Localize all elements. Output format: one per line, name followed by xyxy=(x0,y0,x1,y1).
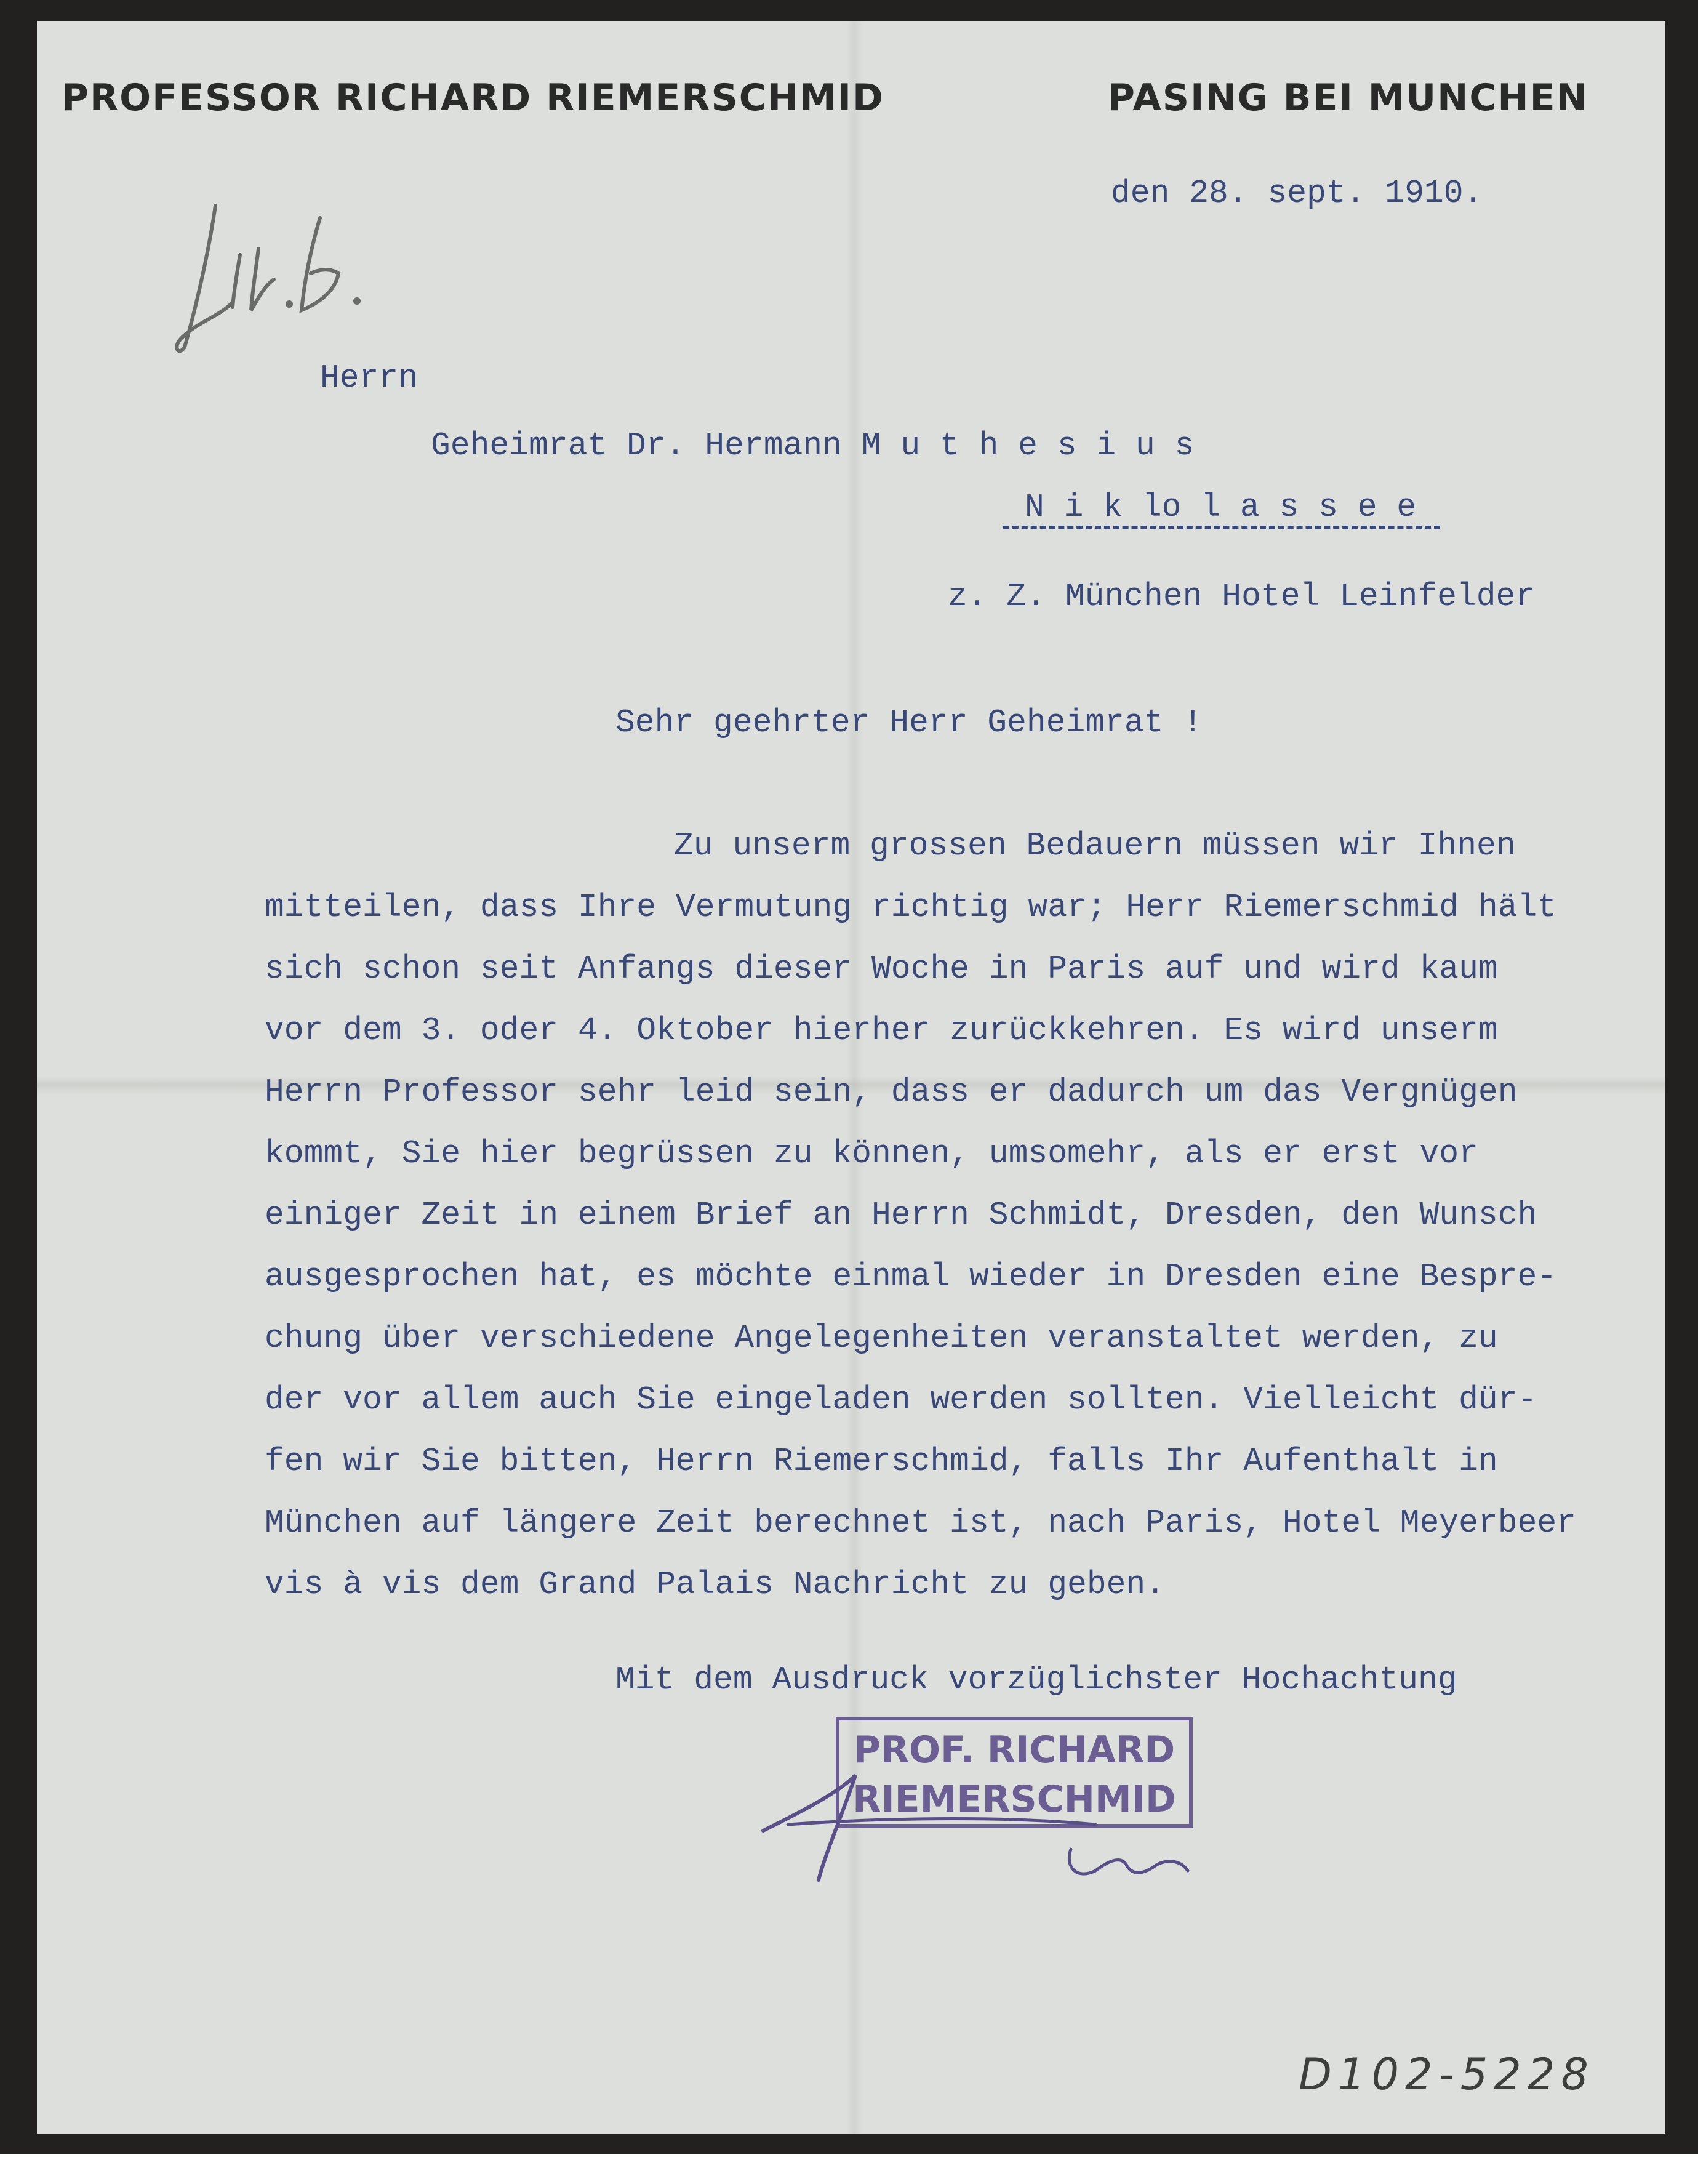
body-line: kommt, Sie hier begrüssen zu können, umsomehr, als er erst vor xyxy=(265,1135,1478,1172)
body-line: München auf längere Zeit berechnet ist, nach Paris, Hotel Meyerbeer xyxy=(265,1504,1576,1541)
greeting: Sehr geehrter Herr Geheimrat ! xyxy=(615,704,1203,741)
body-line: der vor allem auch Sie eingeladen werden sollten. Vielleicht dür- xyxy=(265,1381,1537,1418)
address-current-location: z. Z. München Hotel Leinfelder xyxy=(948,578,1536,615)
letter-date: den 28. sept. 1910. xyxy=(1111,175,1483,212)
body-line: einiger Zeit in einem Brief an Herrn Schmidt, Dresden, den Wunsch xyxy=(265,1197,1537,1234)
body-line: chung über verschiedene Angelegenheiten veranstaltet werden, zu xyxy=(265,1320,1498,1357)
archive-number: D102-5228 xyxy=(1299,2049,1595,2100)
letterhead-name: PROFESSOR RICHARD RIEMERSCHMID xyxy=(62,76,884,119)
body-line: fen wir Sie bitten, Herrn Riemerschmid, falls Ihr Aufenthalt in xyxy=(265,1443,1498,1480)
handwritten-signature xyxy=(751,1757,1219,1892)
body-line: Herrn Professor sehr leid sein, dass er dadurch um das Vergnügen xyxy=(265,1074,1518,1110)
body-line: Zu unserm grossen Bedauern müssen wir Ihnen xyxy=(674,827,1516,864)
closing: Mit dem Ausdruck vorzüglichster Hochachtung xyxy=(615,1661,1457,1698)
body-line: sich schon seit Anfangs dieser Woche in Paris auf und wird kaum xyxy=(265,950,1498,987)
address-name: Geheimrat Dr. Hermann M u t h e s i u s xyxy=(431,427,1195,464)
address-place: N i k lo l a s s e e xyxy=(1025,489,1417,526)
body-line: mitteilen, dass Ihre Vermutung richtig war; Herr Riemerschmid hält xyxy=(265,889,1557,926)
handwritten-margin-note xyxy=(172,199,394,359)
stamp-line-1: PROF. RICHARD xyxy=(853,1728,1175,1772)
stamp-line-2: RIEMERSCHMID xyxy=(852,1778,1176,1821)
letter-page xyxy=(37,21,1665,2134)
letterhead-place: PASING BEI MUNCHEN xyxy=(1108,76,1588,119)
body-line: ausgesprochen hat, es möchte einmal wieder in Dresden eine Bespre- xyxy=(265,1258,1557,1295)
body-line: vor dem 3. oder 4. Oktober hierher zurückkehren. Es wird unserm xyxy=(265,1012,1498,1049)
address-underline xyxy=(1003,526,1440,529)
body-line: vis à vis dem Grand Palais Nachricht zu geben. xyxy=(265,1566,1166,1603)
address-herrn: Herrn xyxy=(320,359,418,396)
